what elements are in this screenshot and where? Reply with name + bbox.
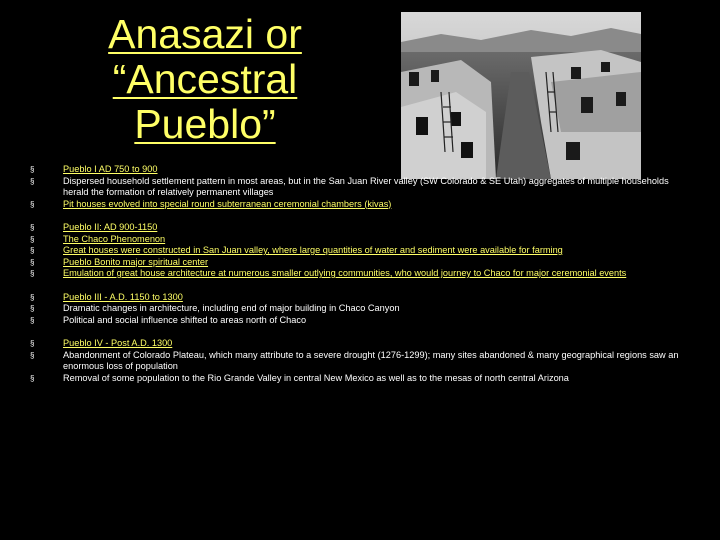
bullet-text: The Chaco Phenomenon — [63, 233, 166, 244]
bullet-content — [30, 164, 680, 396]
pueblo-photo-image — [401, 12, 641, 179]
bullet-icon: § — [30, 223, 35, 232]
group-pueblo-2 — [30, 222, 680, 280]
bullet-icon: § — [30, 350, 35, 360]
title-line-2: “Ancestral — [112, 56, 298, 102]
pueblo-photo — [401, 12, 641, 179]
bullet-text: Emulation of great house architecture at numerous smaller outlying communities, who would journey to Chaco for major ceremonial events — [63, 268, 627, 278]
bullet-text: Political and social influence shifted to areas north of Chaco — [63, 314, 307, 325]
bullet-text: Pueblo IV - Post A.D. 1300 — [63, 338, 173, 348]
title-line-3: Pueblo” — [134, 101, 276, 147]
bullet-icon: § — [30, 165, 35, 174]
bullet-text: Great houses were constructed in San Juan valley, where large quantities of water and sediment were available for farming — [63, 245, 563, 255]
list-item — [30, 176, 680, 199]
bullet-text: Pueblo I AD 750 to 900 — [63, 164, 158, 174]
bullet-icon: § — [30, 246, 35, 255]
bullet-icon: § — [30, 176, 35, 186]
list-item — [30, 257, 680, 269]
bullet-text: Dramatic changes in architecture, including end of major building in Chaco Canyon — [63, 303, 400, 313]
list-item — [30, 373, 680, 385]
bullet-text: Pueblo II: AD 900-1150 — [63, 222, 158, 232]
title-line-1: Anasazi or — [108, 11, 302, 57]
list-item — [30, 315, 680, 327]
list-item — [30, 245, 680, 257]
bullet-icon: § — [30, 257, 35, 267]
bullet-icon: § — [30, 339, 35, 348]
bullet-text: Pit houses evolved into special round subterranean ceremonial chambers (kivas) — [63, 198, 392, 209]
list-item — [30, 234, 680, 246]
bullet-icon: § — [30, 373, 35, 383]
group-pueblo-3 — [30, 292, 680, 327]
list-item — [30, 303, 680, 315]
list-item — [30, 222, 680, 234]
bullet-icon: § — [30, 304, 35, 313]
bullet-text: Pueblo III - A.D. 1150 to 1300 — [63, 291, 183, 302]
bullet-icon: § — [30, 199, 35, 209]
list-item — [30, 164, 680, 176]
bullet-icon: § — [30, 315, 35, 325]
bullet-text: Pueblo Bonito major spiritual center — [63, 256, 209, 267]
bullet-icon: § — [30, 269, 35, 278]
list-item — [30, 268, 680, 280]
list-item — [30, 292, 680, 304]
list-item — [30, 199, 680, 211]
slide-title — [80, 12, 330, 147]
group-pueblo-1 — [30, 164, 680, 210]
bullet-text: Abandonment of Colorado Plateau, which many attribute to a severe drought (1276-1299); many sites abandoned & many geographical regions saw an enormous loss of population — [63, 349, 679, 371]
bullet-text: Dispersed household settlement pattern in most areas, but in the San Juan River valley (SW Colorado & SE Utah) aggregates of multiple households herald the formation of relatively permanent villages — [63, 175, 669, 197]
bullet-icon: § — [30, 234, 35, 244]
group-pueblo-4 — [30, 338, 680, 384]
bullet-icon: § — [30, 292, 35, 302]
list-item — [30, 338, 680, 350]
bullet-text: Removal of some population to the Rio Grande Valley in central New Mexico as well as to the mesas of north central Arizona — [63, 372, 569, 383]
list-item — [30, 350, 680, 373]
